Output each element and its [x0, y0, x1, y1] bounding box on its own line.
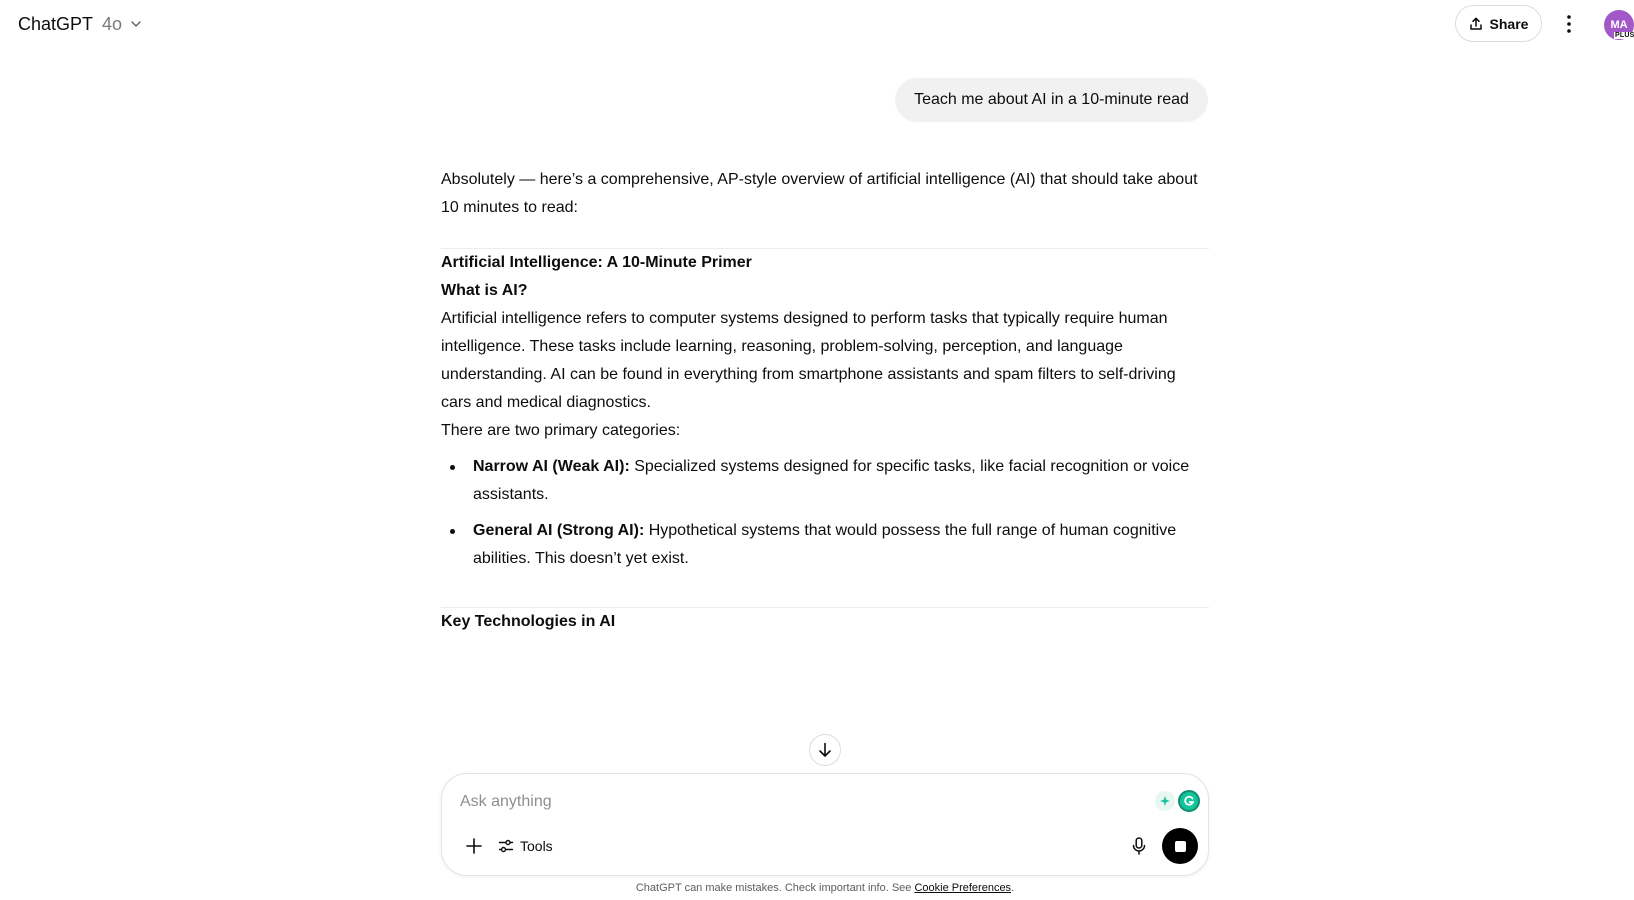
avatar-initials: MA	[1610, 19, 1628, 31]
plan-badge: PLUS	[1615, 32, 1634, 39]
stop-icon	[1175, 841, 1186, 852]
user-message-text: Teach me about AI in a 10-minute read	[914, 91, 1189, 108]
list-item-text: Specialized systems designed for specific tasks, like facial recognition or voice assistants.	[473, 458, 1190, 503]
assistant-intro: Absolutely — here’s a comprehensive, AP-style overview of artificial intelligence (AI) that should take about 10 minutes to read:	[441, 171, 1198, 216]
model-name: ChatGPT	[18, 13, 94, 34]
section-heading: What is AI?	[441, 282, 528, 299]
tools-button[interactable]	[498, 832, 553, 860]
chevron-down-icon	[130, 18, 142, 30]
microphone-icon	[1132, 837, 1146, 855]
prompt-input[interactable]	[460, 788, 1100, 816]
scroll-to-bottom-button[interactable]	[809, 734, 841, 766]
share-label: Share	[1489, 15, 1529, 32]
list-item	[441, 453, 1209, 509]
disclaimer-text: ChatGPT can make mistakes. Check important info. See	[635, 882, 915, 894]
disclaimer-period: .	[1011, 882, 1015, 894]
section-heading: Key Technologies in AI	[441, 613, 616, 630]
tools-label: Tools	[520, 838, 553, 854]
more-options-button[interactable]	[1557, 12, 1581, 36]
list-item-term: Narrow AI (Weak AI):	[473, 458, 630, 475]
add-attachment-button[interactable]	[460, 832, 488, 860]
footer-disclaimer	[0, 882, 1634, 894]
grammarly-icon	[1178, 790, 1200, 812]
top-bar	[0, 0, 1634, 48]
categories-list	[441, 453, 1209, 573]
plus-icon	[466, 838, 482, 854]
user-message	[895, 78, 1208, 122]
list-item-term: General AI (Strong AI):	[473, 522, 645, 539]
list-item-text: Hypothetical systems that would possess the full range of human cognitive abilities. This doesn’t yet exist.	[473, 522, 1177, 567]
dictate-button[interactable]	[1125, 832, 1153, 860]
assistant-message	[441, 166, 1209, 636]
grammarly-assist-icon	[1155, 791, 1175, 811]
stop-generating-button[interactable]	[1162, 828, 1198, 864]
sliders-icon	[498, 838, 514, 854]
share-icon	[1469, 17, 1483, 31]
model-switcher[interactable]	[18, 12, 142, 36]
cookie-preferences-link[interactable]: Cookie Preferences	[914, 882, 1012, 894]
grammarly-widget[interactable]	[1155, 788, 1201, 814]
share-button[interactable]	[1455, 5, 1542, 42]
composer	[441, 773, 1209, 876]
categories-intro: There are two primary categories:	[441, 422, 681, 439]
arrow-down-icon	[818, 742, 832, 758]
model-version: 4o	[102, 13, 123, 34]
article-title: Artificial Intelligence: A 10-Minute Primer	[441, 254, 752, 271]
section-body: Artificial intelligence refers to computer systems designed to perform tasks that typically require human intelligence. These tasks include learning, reasoning, problem-solving, perception, and language understanding. AI can be found in everything from smartphone assistants and spam filters to self-driving cars and medical diagnostics.	[441, 310, 1176, 411]
more-vertical-icon	[1567, 15, 1571, 33]
list-item	[441, 517, 1209, 573]
